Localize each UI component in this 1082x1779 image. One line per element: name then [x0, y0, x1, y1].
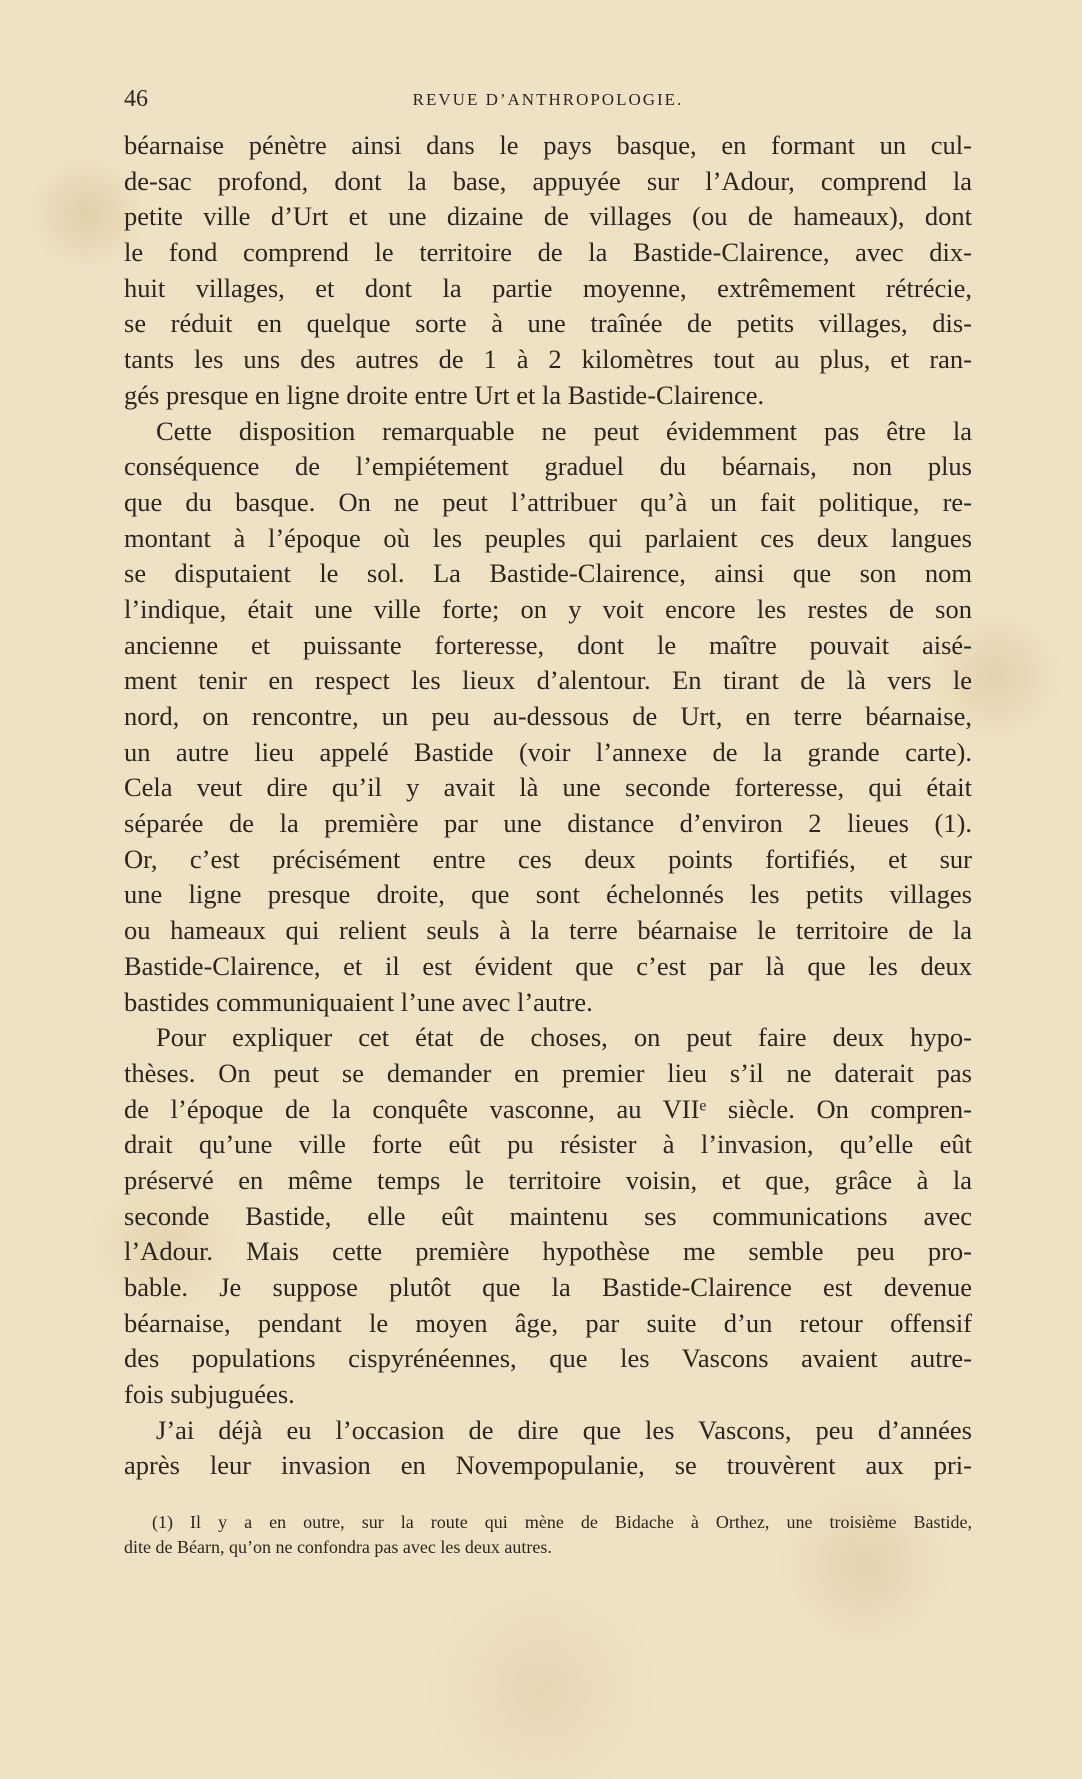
text-line: Or, c’est précisément entre ces deux points fortifiés, et sur: [124, 843, 972, 874]
text-line: que du basque. On ne peut l’attribuer qu’à un fait politique, re-: [124, 486, 972, 517]
text-line: fois subjuguées.: [124, 1379, 295, 1410]
text-line: Cette disposition remarquable ne peut évidemment pas être la: [156, 415, 972, 446]
body-text: [124, 128, 972, 1484]
footnote-line: dite de Béarn, qu’on ne confondra pas avec les deux autres.: [124, 1537, 552, 1557]
text-line: béarnaise, pendant le moyen âge, par suite d’un retour offensif: [124, 1307, 972, 1338]
text-line: après leur invasion en Novempopulanie, se trouvèrent aux pri-: [124, 1450, 972, 1481]
text-line: l’indique, était une ville forte; on y voit encore les restes de son: [124, 593, 972, 624]
text-line: le fond comprend le territoire de la Bastide-Clairence, avec dix-: [124, 237, 972, 268]
text-line: l’Adour. Mais cette première hypothèse me semble peu pro-: [124, 1236, 972, 1267]
text-line: drait qu’une ville forte eût pu résister à l’invasion, qu’elle eût: [124, 1129, 972, 1160]
footnote-line: (1) Il y a en outre, sur la route qui mène de Bidache à Orthez, une troisième Bastide,: [152, 1512, 972, 1532]
text-line: de-sac profond, dont la base, appuyée sur l’Adour, comprend la: [124, 165, 972, 196]
text-line: Bastide-Clairence, et il est évident que c’est par là que les deux: [124, 950, 972, 981]
text-line: séparée de la première par une distance d’environ 2 lieues (1).: [124, 808, 972, 839]
page-number: 46: [124, 86, 148, 112]
text-line: nord, on rencontre, un peu au-dessous de Urt, en terre béarnaise,: [124, 701, 972, 731]
text-line: ou hameaux qui relient seuls à la terre béarnaise le territoire de la: [124, 915, 972, 946]
text-line: une ligne presque droite, que sont échelonnés les petits villages: [124, 879, 972, 910]
text-line: bable. Je suppose plutôt que la Bastide-Clairence est devenue: [124, 1272, 972, 1302]
text-line: ancienne et puissante forteresse, dont le maître pouvait aisé-: [124, 629, 972, 660]
page-header: [124, 86, 972, 114]
text-line: conséquence de l’empiétement graduel du béarnais, non plus: [124, 451, 972, 482]
footnote: [124, 1510, 972, 1560]
running-head: REVUE D’ANTHROPOLOGIE.: [412, 90, 684, 109]
text-line: montant à l’époque où les peuples qui parlaient ces deux langues: [124, 522, 972, 553]
text-line: se réduit en quelque sorte à une traînée de petits villages, dis-: [124, 308, 972, 339]
text-line: préservé en même temps le territoire voisin, et que, grâce à la: [124, 1164, 972, 1195]
text-line: petite ville d’Urt et une dizaine de villages (ou de hameaux), dont: [124, 201, 972, 232]
text-line: béarnaise pénètre ainsi dans le pays basque, en formant un cul-: [124, 130, 972, 160]
text-line: huit villages, et dont la partie moyenne, extrêmement rétrécie,: [124, 272, 972, 303]
text-line: Pour expliquer cet état de choses, on peut faire deux hypo-: [156, 1022, 972, 1053]
text-line: des populations cispyrénéennes, que les Vascons avaient autre-: [124, 1343, 972, 1374]
text-line: de l’époque de la conquête vasconne, au VIIᵉ siècle. On compren-: [124, 1093, 972, 1124]
text-line: se disputaient le sol. La Bastide-Clairence, ainsi que son nom: [124, 558, 972, 589]
text-line: tants les uns des autres de 1 à 2 kilomètres tout au plus, et ran-: [124, 344, 972, 375]
text-line: ment tenir en respect les lieux d’alentour. En tirant de là vers le: [124, 665, 972, 696]
text-line: seconde Bastide, elle eût maintenu ses communications avec: [124, 1200, 972, 1231]
text-line: un autre lieu appelé Bastide (voir l’annexe de la grande carte).: [124, 736, 972, 767]
text-line: bastides communiquaient l’une avec l’autre.: [124, 986, 593, 1017]
text-line: J’ai déjà eu l’occasion de dire que les Vascons, peu d’années: [156, 1414, 972, 1445]
text-line: thèses. On peut se demander en premier lieu s’il ne daterait pas: [124, 1057, 972, 1088]
text-line: Cela veut dire qu’il y avait là une seconde forteresse, qui était: [124, 772, 972, 803]
text-line: gés presque en ligne droite entre Urt et la Bastide-Clairence.: [124, 379, 765, 410]
